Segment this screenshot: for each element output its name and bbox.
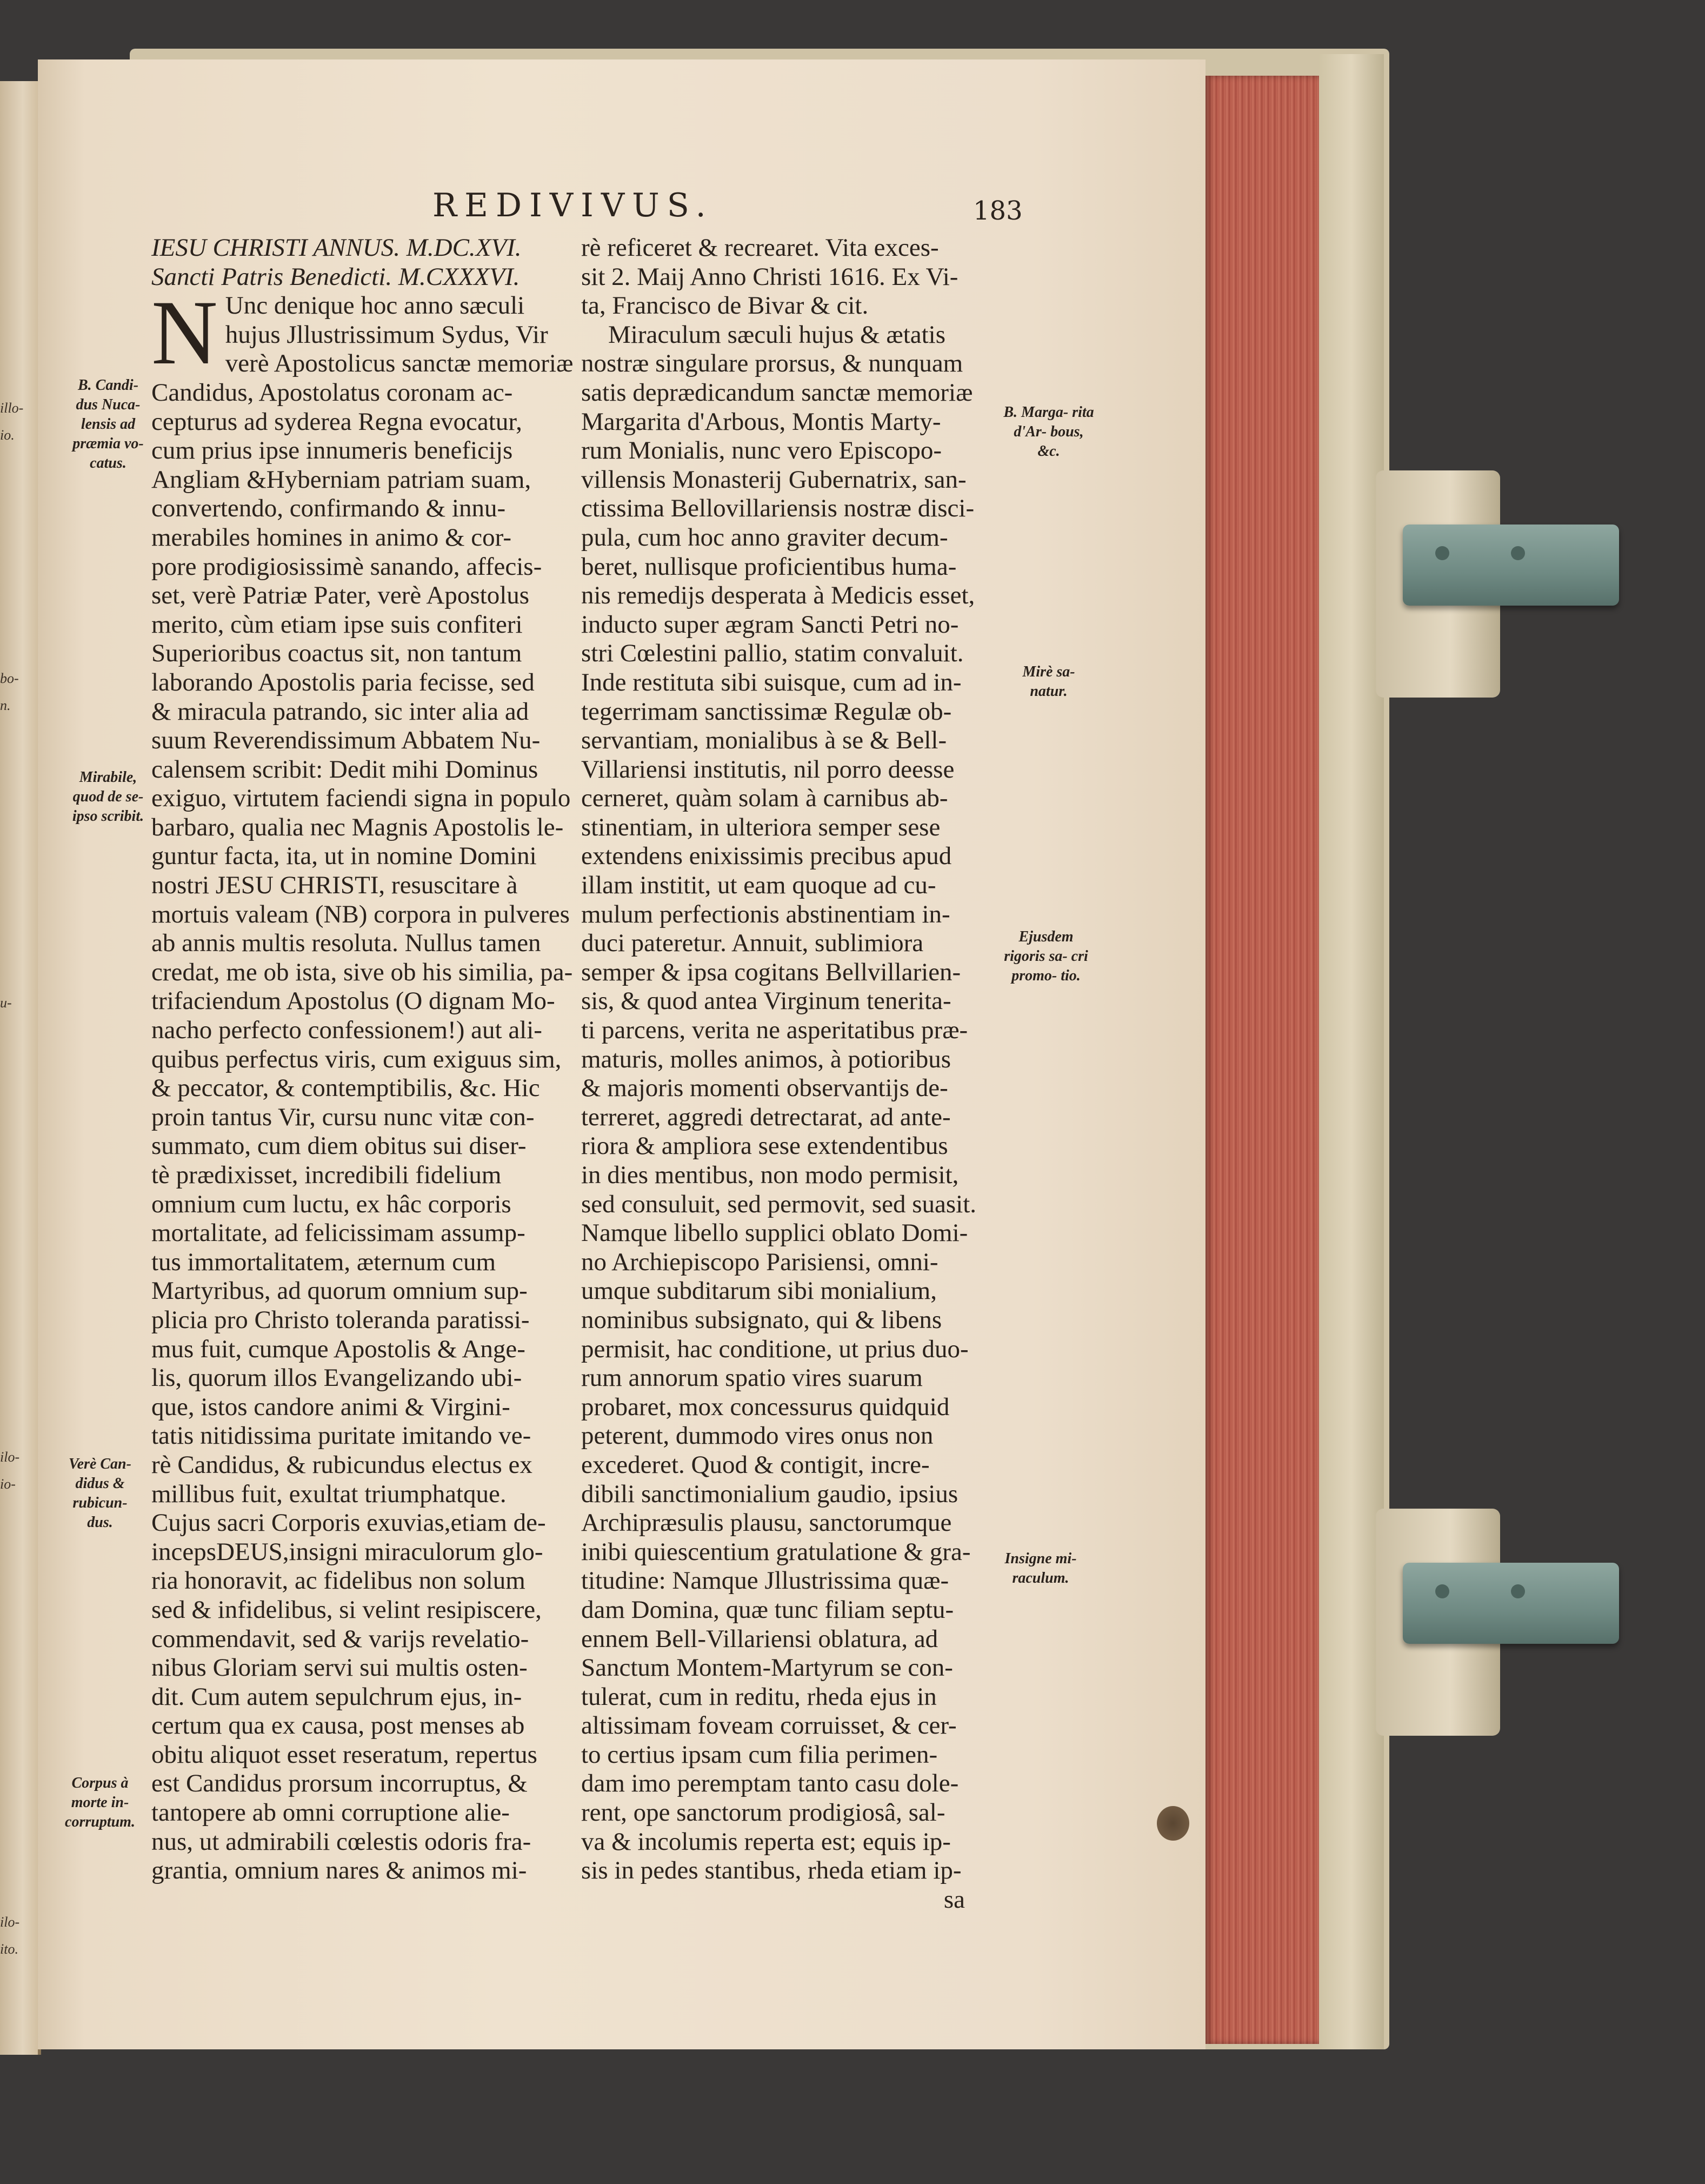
text-line: convertendo, confirmando & innu- xyxy=(151,494,506,523)
text-line: Martyribus, ad quorum omnium sup- xyxy=(151,1277,528,1305)
text-line: cum prius ipse innumeris beneficijs xyxy=(151,436,513,465)
margin-note-left: Mirabile, quod de se- ipso scribit. xyxy=(72,769,144,825)
text-line: tus immortalitatem, æternum cum xyxy=(151,1247,496,1276)
text-line: summato, cum diem obitus sui diser- xyxy=(151,1132,527,1160)
text-line: Candidus, Apostolatus coronam ac- xyxy=(151,378,513,407)
text-line: ennem Bell-Villariensi oblatura, ad xyxy=(581,1624,938,1653)
text-line: no Archiepiscopo Parisiensi, omni- xyxy=(581,1247,938,1276)
text-line: nus, ut admirabili cœlestis odoris fra- xyxy=(151,1827,531,1856)
text-line: grantia, omnium nares & animos mi- xyxy=(151,1856,527,1885)
text-line: nis remedijs desperata à Medicis esset, xyxy=(581,581,975,610)
text-line: laborando Apostolis paria fecisse, sed xyxy=(151,668,535,696)
text-line: probaret, mox concessurus quidquid xyxy=(581,1392,950,1421)
text-line: merito, cùm etiam ipse suis confiteri xyxy=(151,610,523,639)
date-line: Sancti Patris Benedicti. M.CXXXVI. xyxy=(151,262,520,291)
margin-note-right: Ejusdem rigoris sa- cri promo- tio. xyxy=(1004,928,1088,984)
text-line: duci pateretur. Annuit, sublimiora xyxy=(581,929,924,958)
page-number: 183 xyxy=(973,196,1023,226)
text-line: nostri JESU CHRISTI, resuscitare à xyxy=(151,871,518,900)
clasp-metal xyxy=(1403,525,1619,606)
text-line: credat, me ob ista, sive ob his similia, pa- xyxy=(151,958,573,986)
margin-note-left: Verè Can- didus & rubicun- dus. xyxy=(69,1456,131,1531)
right-column-lines xyxy=(581,234,1008,1886)
text-line: sis in pedes stantibus, rheda etiam ip- xyxy=(581,1856,962,1885)
text-line: servantiam, monialibus à se & Bell- xyxy=(581,726,947,755)
text-line: merabiles homines in animo & cor- xyxy=(151,523,512,552)
text-line: Sanctum Montem-Martyrum se con- xyxy=(581,1654,953,1682)
text-line: rè Candidus, & rubicundus electus ex xyxy=(151,1450,532,1479)
text-line: rum Monialis, nunc vero Episcopo- xyxy=(581,436,942,465)
fragment: u- xyxy=(0,995,12,1011)
book-spine xyxy=(1319,54,1384,2049)
text-line: cepturus ad syderea Regna evocatur, xyxy=(151,407,522,436)
text-line: rent, ope sanctorum prodigiosâ, sal- xyxy=(581,1798,945,1827)
text-line: mortuis valeam (NB) corpora in pulveres xyxy=(151,900,570,928)
text-line: nibus Gloriam servi sui multis osten- xyxy=(151,1654,528,1682)
text-line: inducto super ægram Sancti Petri no- xyxy=(581,610,959,639)
text-line: terreret, aggredi detrectarat, ad ante- xyxy=(581,1103,951,1131)
text-line: barbaro, qualia nec Magnis Apostolis le- xyxy=(151,813,564,841)
text-line: ab annis multis resoluta. Nullus tamen xyxy=(151,929,541,958)
margin-note-right: Mirè sa- natur. xyxy=(1022,663,1075,700)
text-line: exiguo, virtutem faciendi signa in populo xyxy=(151,784,571,813)
text-line: mortalitate, ad felicissimam assump- xyxy=(151,1219,525,1247)
text-line: tatis nitidissima puritate imitando ve- xyxy=(151,1422,531,1450)
text-line: verè Apostolicus sanctæ memoriæ xyxy=(225,349,574,378)
text-line: dam Domina, quæ tunc filiam septu- xyxy=(581,1595,954,1624)
text-line: sed consuluit, sed permovit, sed suasit. xyxy=(581,1190,977,1218)
text-line: lis, quorum illos Evangelizando ubi- xyxy=(151,1364,522,1392)
clasp-metal xyxy=(1403,1563,1619,1644)
text-line: quibus perfectus viris, cum exiguus sim, xyxy=(151,1045,562,1073)
fragment: ilo- xyxy=(0,1914,20,1930)
text-line: sis, & quod antea Virginum tenerita- xyxy=(581,987,951,1015)
text-line: tè prædixisset, incredibili fidelium xyxy=(151,1161,502,1189)
text-line: millibus fuit, exultat triumphatque. xyxy=(151,1479,507,1508)
text-line: va & incolumis reperta est; equis ip- xyxy=(581,1827,951,1856)
text-line: stinentiam, in ulteriora semper sese xyxy=(581,813,941,841)
text-line: omnium cum luctu, ex hâc corporis xyxy=(151,1190,511,1218)
margin-note-right: Insigne mi- raculum. xyxy=(1004,1550,1077,1586)
text-line: cerneret, quàm solam à carnibus ab- xyxy=(581,784,948,813)
fragment: ilo- xyxy=(0,1449,20,1465)
text-line: nacho perfecto confessionem!) aut ali- xyxy=(151,1016,542,1045)
ink-stain xyxy=(1157,1806,1189,1841)
text-line: & majoris momenti observantijs de- xyxy=(581,1074,948,1103)
text-line: Margarita d'Arbous, Montis Marty- xyxy=(581,407,941,436)
text-line: incepsDEUS,insigni miraculorum glo- xyxy=(151,1537,543,1566)
text-line: calensem scribit: Dedit mihi Dominus xyxy=(151,755,538,784)
text-line: altissimam foveam corruisset, & cer- xyxy=(581,1711,957,1740)
text-line: illam institit, ut eam quoque ad cu- xyxy=(581,871,936,900)
text-line: ta, Francisco de Bivar & cit. xyxy=(581,291,869,320)
text-line: inibi quiescentium gratulatione & gra- xyxy=(581,1537,971,1566)
text-line: excederet. Quod & contigit, incre- xyxy=(581,1450,930,1479)
text-line: rè reficeret & recrearet. Vita exces- xyxy=(581,234,939,262)
fragment: illo- xyxy=(0,400,24,416)
text-line: permisit, hac conditione, ut prius duo- xyxy=(581,1335,969,1363)
text-line: certum qua ex causa, post menses ab xyxy=(151,1711,525,1740)
text-line: pore prodigiosissimè sanando, affecis- xyxy=(151,552,542,581)
fragment: bo- xyxy=(0,671,19,686)
text-line: Namque libello supplici oblato Domi- xyxy=(581,1219,968,1247)
fragment: n. xyxy=(0,698,11,713)
text-line: sed & infidelibus, si velint resipiscere, xyxy=(151,1595,542,1624)
text-line: & peccator, & contemptibilis, &c. Hic xyxy=(151,1074,540,1103)
text-line: tantopere ab omni corruptione alie- xyxy=(151,1798,510,1827)
text-line: to certius ipsam cum filia perimen- xyxy=(581,1740,938,1769)
text-line: mus fuit, cumque Apostolis & Ange- xyxy=(151,1335,525,1363)
text-line: commendavit, sed & varijs revelatio- xyxy=(151,1624,529,1653)
running-title: REDIVIVUS. xyxy=(432,187,714,224)
text-line: hujus Jllustrissimum Sydus, Vir xyxy=(225,320,548,349)
margin-note-right: B. Marga- rita d'Ar- bous, &c. xyxy=(1003,404,1094,460)
text-line: Inde restituta sibi suisque, cum ad in- xyxy=(581,668,962,696)
text-line: riora & ampliora sese extendentibus xyxy=(581,1132,948,1160)
text-line: maturis, molles animos, à potioribus xyxy=(581,1045,951,1073)
text-line: set, verè Patriæ Pater, verè Apostolus xyxy=(151,581,530,610)
text-line: est Candidus prorsum incorruptus, & xyxy=(151,1769,528,1798)
text-line: nominibus subsignato, qui & libens xyxy=(581,1305,942,1334)
text-line: extendens enixissimis precibus apud xyxy=(581,842,952,871)
text-line: que, istos candore animi & Virgini- xyxy=(151,1392,510,1421)
text-line: Miraculum sæculi hujus & ætatis xyxy=(608,320,946,349)
text-line: suum Reverendissimum Abbatem Nu- xyxy=(151,726,541,755)
text-line: dibili sanctimonialium gaudio, ipsius xyxy=(581,1479,958,1508)
margin-note-left: Corpus à morte in- corruptum. xyxy=(65,1775,135,1830)
text-line: Villariensi institutis, nil porro deesse xyxy=(581,755,955,784)
text-line: Archipræsulis plausu, sanctorumque xyxy=(581,1509,952,1537)
text-line: proin tantus Vir, cursu nunc vitæ con- xyxy=(151,1103,535,1131)
text-line: tegerrimam sanctissimæ Regulæ ob- xyxy=(581,697,952,726)
text-line: ria honoravit, ac fidelibus non solum xyxy=(151,1566,525,1595)
text-line: dit. Cum autem sepulchrum ejus, in- xyxy=(151,1682,522,1711)
text-line: nostræ singulare prorsus, & nunquam xyxy=(581,349,963,378)
text-line: ti parcens, verita ne asperitatibus præ- xyxy=(581,1016,968,1045)
date-line: IESU CHRISTI ANNUS. M.DC.XVI. xyxy=(151,234,522,262)
left-text-column xyxy=(151,234,574,1886)
text-line: Unc denique hoc anno sæculi xyxy=(225,291,525,320)
left-page-edge xyxy=(0,81,41,2055)
fragment: ito. xyxy=(0,1941,18,1957)
text-line: satis deprædicandum sanctæ memoriæ xyxy=(581,378,973,407)
page-edge-red xyxy=(1206,76,1319,2044)
text-line: ctissima Bellovillariensis nostræ disci- xyxy=(581,494,975,523)
text-line: Superioribus coactus sit, non tantum xyxy=(151,639,522,668)
text-line: rum annorum spatio vires suarum xyxy=(581,1364,923,1392)
text-line: stri Cœlestini pallio, statim convaluit. xyxy=(581,639,964,668)
text-line: plicia pro Christo toleranda paratissi- xyxy=(151,1305,530,1334)
text-line: dam imo peremptam tanto casu dole- xyxy=(581,1769,959,1798)
text-line: in dies mentibus, non modo permisit, xyxy=(581,1161,959,1189)
text-line: & miracula patrando, sic inter alia ad xyxy=(151,697,529,726)
text-line: Angliam &Hyberniam patriam suam, xyxy=(151,465,531,494)
catchword: sa xyxy=(943,1885,965,1914)
text-line: beret, nullisque proficientibus huma- xyxy=(581,552,957,581)
text-line: sit 2. Maij Anno Christi 1616. Ex Vi- xyxy=(581,262,958,291)
margin-note-left: B. Candi- dus Nuca- lensis ad præmia vo- catus. xyxy=(72,377,144,472)
text-line: pula, cum hoc anno graviter decum- xyxy=(581,523,948,552)
left-column-lines xyxy=(151,282,574,1886)
fragment: io- xyxy=(0,1476,16,1492)
text-line: obitu aliquot esset reseratum, repertus xyxy=(151,1740,537,1769)
text-line: tulerat, cum in reditu, rheda ejus in xyxy=(581,1682,937,1711)
fragment: io. xyxy=(0,427,15,443)
text-line: trifaciendum Apostolus (O dignam Mo- xyxy=(151,987,555,1015)
text-line: semper & ipsa cogitans Bellvillarien- xyxy=(581,958,961,986)
drop-cap: N xyxy=(151,282,218,384)
right-text-column xyxy=(581,234,1008,1914)
text-line: villensis Monasterij Gubernatrix, san- xyxy=(581,465,967,494)
text-line: peterent, dummodo vires onus non xyxy=(581,1422,934,1450)
text-line: mulum perfectionis abstinentiam in- xyxy=(581,900,950,928)
text-line: guntur facta, ita, ut in nomine Domini xyxy=(151,842,537,871)
text-line: titudine: Namque Jllustrissima quæ- xyxy=(581,1566,949,1595)
text-line: Cujus sacri Corporis exuvias,etiam de- xyxy=(151,1509,546,1537)
text-line: umque subditarum sibi monialium, xyxy=(581,1277,937,1305)
